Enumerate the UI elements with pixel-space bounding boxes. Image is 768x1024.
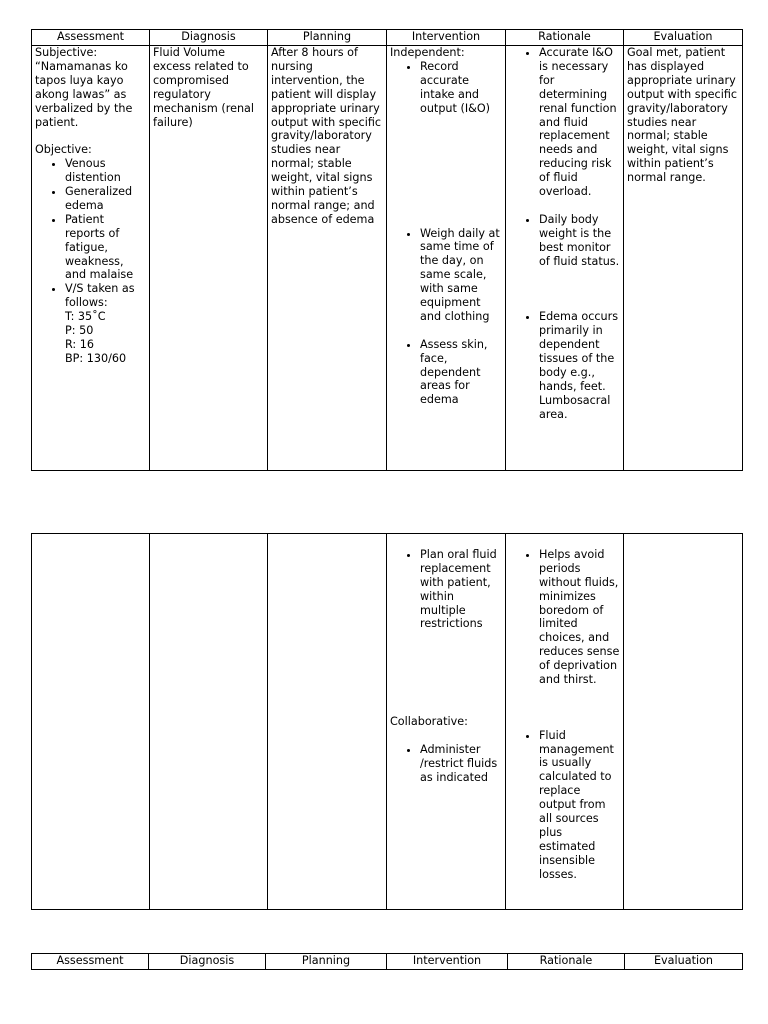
list-item: • Administer /restrict fluids as indicated xyxy=(420,743,502,785)
list-item xyxy=(65,282,146,365)
header-assessment: Assessment xyxy=(32,954,149,970)
assessment-cell xyxy=(32,534,150,910)
diagnosis-cell xyxy=(150,534,268,910)
rationale-list xyxy=(509,46,620,199)
header-evaluation: Evaluation xyxy=(624,30,743,46)
rationale-list xyxy=(509,310,620,421)
header-intervention: Intervention xyxy=(387,954,508,970)
independent-label: Independent: xyxy=(390,46,465,59)
planning-cell xyxy=(268,46,387,471)
vital-blood-pressure: BP: 130/60 xyxy=(65,351,127,365)
header-intervention: Intervention xyxy=(387,30,506,46)
list-item: • Patient reports of fatigue, weakness, and malaise xyxy=(65,213,146,283)
intervention-list xyxy=(390,227,502,324)
intervention-cell xyxy=(387,534,506,910)
evaluation-cell xyxy=(624,46,743,471)
list-item: • Edema occurs primarily in dependent tissues of the body e.g., hands, feet. Lumbosacral area. xyxy=(539,310,620,421)
collaborative-label: Collaborative: xyxy=(390,715,468,729)
header-assessment: Assessment xyxy=(32,30,150,46)
list-item: • Helps avoid periods without fluids, minimizes boredom of limited choices, and reduces sense of deprivation and thirst. xyxy=(539,548,620,687)
header-diagnosis: Diagnosis xyxy=(150,30,268,46)
header-rationale: Rationale xyxy=(508,954,625,970)
planning-text: After 8 hours of nursing intervention, the patient will display appropriate urinary output with specific gravity/laboratory studies near normal; stable weight, vital signs within patient’s normal range; and absence of edema xyxy=(271,46,382,226)
list-item: • Daily body weight is the best monitor of fluid status. xyxy=(539,213,620,269)
header-row xyxy=(32,30,743,46)
header-row xyxy=(32,954,743,970)
rationale-list xyxy=(509,548,620,687)
list-item: • Venous distention xyxy=(65,157,146,185)
intervention-cell xyxy=(387,46,506,471)
assessment-cell xyxy=(32,46,150,471)
header-planning: Planning xyxy=(266,954,387,970)
table-row xyxy=(32,534,743,910)
table-row xyxy=(32,46,743,471)
list-item: • Plan oral fluid replacement with patient, within multiple restrictions xyxy=(420,548,502,631)
care-plan-table-1 xyxy=(31,29,743,471)
care-plan-table-2 xyxy=(31,533,743,910)
intervention-list xyxy=(390,548,502,631)
objective-list xyxy=(35,157,146,366)
evaluation-text: Goal met, patient has displayed appropriate urinary output with specific gravity/laboratory studies near normal; stable weight, vital signs within patient’s normal range. xyxy=(627,46,738,185)
header-rationale: Rationale xyxy=(506,30,624,46)
vital-pulse: P: 50 xyxy=(65,324,94,338)
list-item: • Assess skin, face, dependent areas for edema xyxy=(420,338,502,408)
vital-respiration: R: 16 xyxy=(65,338,94,352)
header-evaluation: Evaluation xyxy=(625,954,743,970)
objective-label: Objective: xyxy=(35,143,92,157)
rationale-cell xyxy=(506,534,624,910)
vital-temperature: T: 35˚C xyxy=(65,310,106,324)
rationale-cell xyxy=(506,46,624,471)
vital-signs-label: V/S taken as follows: xyxy=(65,282,135,310)
list-item: • Record accurate intake and output (I&O) xyxy=(420,60,502,116)
intervention-list xyxy=(390,743,502,785)
diagnosis-cell xyxy=(150,46,268,471)
intervention-list xyxy=(390,60,502,116)
diagnosis-text: Fluid Volume excess related to compromised regulatory mechanism (renal failure) xyxy=(153,46,255,129)
rationale-list xyxy=(509,729,620,882)
list-item: • Fluid management is usually calculated to replace output from all sources plus estimated insensible losses. xyxy=(539,729,620,882)
planning-cell xyxy=(268,534,387,910)
header-diagnosis: Diagnosis xyxy=(149,954,266,970)
evaluation-cell xyxy=(624,534,743,910)
intervention-list xyxy=(390,338,502,408)
subjective-text: Subjective: “Namamanas ko tapos luya kayo akong lawas” as verbalized by the patient. xyxy=(35,46,133,129)
list-item: • Accurate I&O is necessary for determining renal function and fluid replacement needs and reducing risk of fluid overload. xyxy=(539,46,620,199)
list-item: • Generalized edema xyxy=(65,185,146,213)
care-plan-table-3 xyxy=(31,953,743,970)
list-item: • Weigh daily at same time of the day, on same scale, with same equipment and clothing xyxy=(420,227,502,324)
header-planning: Planning xyxy=(268,30,387,46)
rationale-list xyxy=(509,213,620,269)
